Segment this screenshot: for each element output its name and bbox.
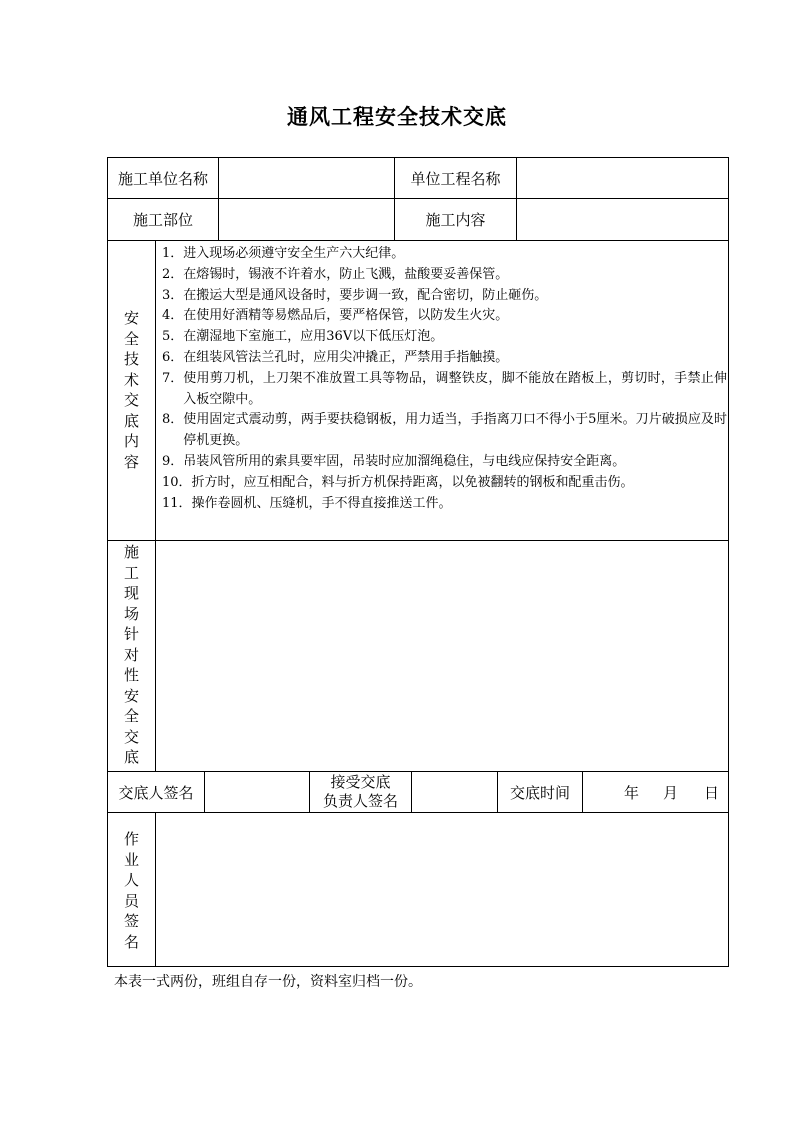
list-item	[162, 265, 727, 286]
item-number: 7．	[162, 370, 184, 386]
label-char: 全	[123, 707, 139, 725]
label-char: 安	[123, 686, 139, 705]
briefer-signature-label: 交底人签名	[118, 783, 194, 802]
document-title: 通风工程安全技术交底	[287, 105, 507, 129]
item-number: 5．	[162, 329, 184, 345]
project-name-label: 单位工程名称	[410, 169, 501, 188]
label-char: 对	[123, 645, 139, 664]
label-char: 底	[123, 748, 139, 766]
label-char: 人	[123, 871, 139, 889]
day-label: 日	[704, 783, 720, 802]
content-label: 施工内容	[425, 211, 486, 229]
label-char: 工	[123, 563, 139, 582]
item-text: 吊装风管所用的索具要牢固，吊装时应加溜绳稳住，与电线应保持安全距离。	[183, 453, 626, 469]
item-number: 6．	[162, 349, 184, 365]
label-char: 技	[123, 350, 139, 368]
item-number: 9．	[162, 453, 184, 469]
location-field[interactable]	[219, 199, 394, 240]
receiver-label-line: 接受交底	[330, 773, 391, 791]
item-text: 在潮湿地下室施工，应用36V以下低压灯泡。	[183, 329, 444, 345]
item-text: 在组装风管法兰孔时，应用尖冲撬正，严禁用手指触摸。	[183, 349, 509, 365]
label-char: 签	[123, 912, 139, 930]
location-label: 施工部位	[132, 211, 193, 229]
safety-content-label	[108, 308, 155, 472]
label-char: 内	[123, 432, 139, 450]
briefing-time-label: 交底时间	[509, 783, 570, 802]
content-field[interactable]	[517, 199, 728, 240]
item-text: 在使用好酒精等易燃品后，要严格保管，以防发生火灾。	[183, 308, 509, 324]
item-number: 11．	[162, 495, 192, 511]
label-char: 员	[123, 891, 139, 910]
list-item	[162, 244, 727, 265]
list-item	[162, 494, 727, 515]
project-name-field[interactable]	[517, 158, 728, 198]
label-char: 作	[123, 830, 139, 848]
month-label: 月	[663, 783, 679, 802]
label-char: 全	[123, 329, 139, 348]
unit-name-field[interactable]	[219, 158, 394, 198]
list-item	[162, 410, 727, 452]
item-text: 折方时，应互相配合，料与折方机保持距离，以免被翻转的钢板和配重击伤。	[191, 474, 634, 490]
divider	[107, 240, 729, 241]
list-item	[162, 348, 727, 369]
item-number: 3．	[162, 287, 184, 303]
label-char: 性	[123, 666, 139, 684]
item-text: 操作卷圆机、压缝机，手不得直接推送工件。	[191, 495, 452, 511]
briefing-date-field[interactable]	[583, 772, 728, 812]
item-text: 使用固定式震动剪，两手要扶稳钢板，用力适当，手指离刀口不得小于5厘米。刀片破损应及时停机更换。	[183, 412, 727, 449]
item-text: 使用剪刀机，上刀架不准放置工具等物品，调整铁皮，脚不能放在踏板上，剪切时，手禁止伸入板空隙中。	[183, 370, 727, 407]
receiver-signature-label	[310, 772, 411, 812]
site-briefing-label	[108, 542, 155, 768]
list-item	[162, 369, 727, 411]
briefer-signature-field[interactable]	[205, 772, 309, 812]
list-item	[162, 473, 727, 494]
item-text: 在搬运大型是通风设备时，要步调一致，配合密切，防止砸伤。	[183, 287, 548, 303]
workers-signature-field[interactable]	[156, 813, 728, 966]
list-item	[162, 306, 727, 327]
label-char: 术	[123, 370, 139, 389]
safety-items-list	[162, 244, 727, 514]
label-char: 现	[123, 584, 139, 602]
label-char: 业	[123, 850, 139, 869]
receiver-label-line: 负责人签名	[322, 792, 398, 810]
site-briefing-field[interactable]	[156, 541, 728, 771]
label-char: 名	[123, 932, 139, 951]
label-char: 场	[123, 604, 139, 623]
label-char: 针	[123, 625, 139, 643]
footer-note: 本表一式两份，班组自存一份，资料室归档一份。	[114, 974, 422, 990]
label-char: 交	[123, 391, 139, 409]
list-item	[162, 452, 727, 473]
item-text: 在熔锡时，锡液不许着水，防止飞溅，盐酸要妥善保管。	[183, 266, 509, 282]
item-number: 1．	[162, 246, 184, 261]
item-number: 10．	[162, 474, 192, 490]
label-char: 交	[123, 727, 139, 746]
label-char: 底	[123, 411, 139, 430]
item-number: 4．	[162, 308, 184, 324]
unit-name-label: 施工单位名称	[117, 169, 208, 188]
item-number: 8．	[162, 412, 184, 428]
list-item	[162, 286, 727, 307]
label-char: 容	[123, 452, 139, 471]
year-label: 年	[624, 783, 640, 802]
receiver-signature-field[interactable]	[412, 772, 497, 812]
label-char: 安	[123, 309, 139, 327]
workers-signature-label	[108, 829, 155, 952]
item-number: 2．	[162, 266, 184, 282]
item-text: 进入现场必须遵守安全生产六大纪律。	[183, 246, 405, 261]
label-char: 施	[123, 543, 139, 561]
list-item	[162, 327, 727, 348]
